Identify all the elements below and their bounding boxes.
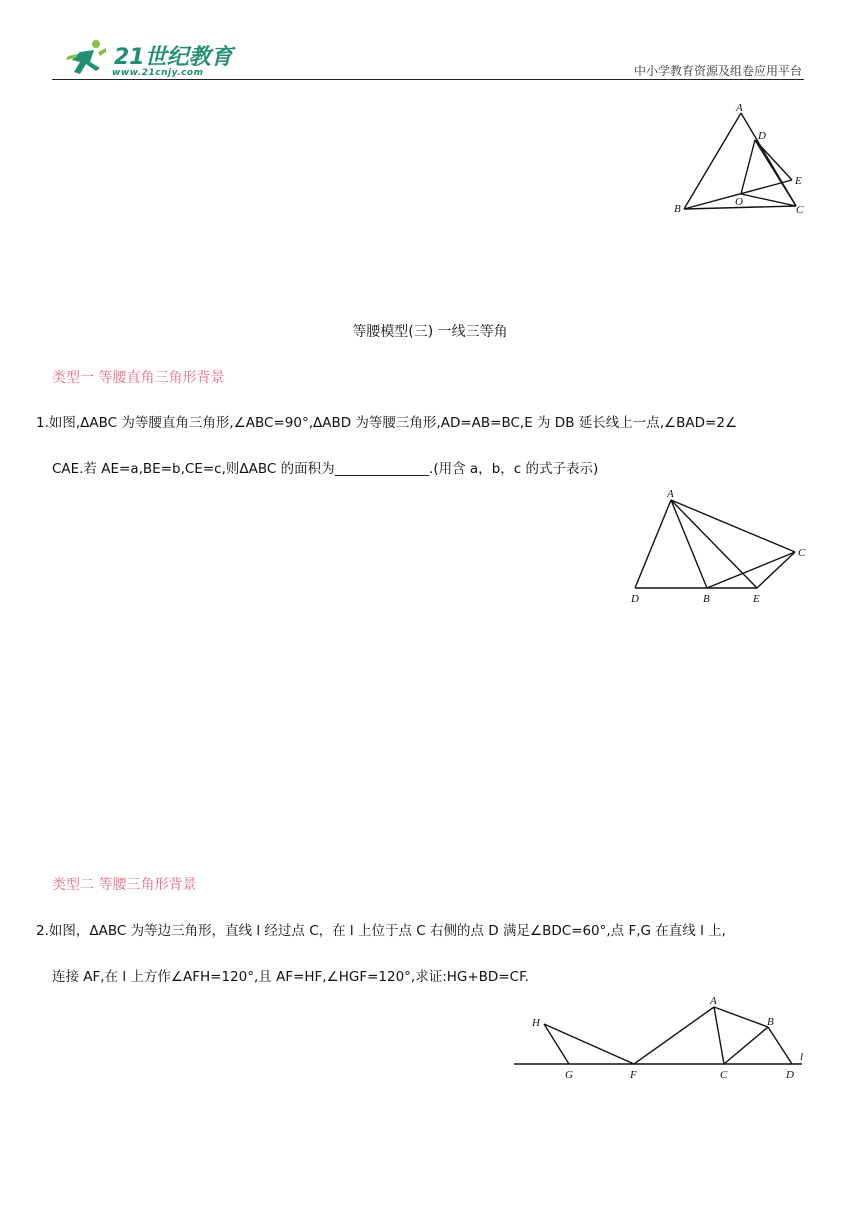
point-label-C: C — [720, 1069, 728, 1081]
q1-text-line1: 1.如图,ΔABC 为等腰直角三角形,∠ABC=90°,ΔABD 为等腰三角形,AD=AB=BC,E 为 DB 延长线上一点,∠BAD=2∠ — [36, 415, 738, 431]
platform-name: 中小学教育资源及组卷应用平台 — [633, 64, 802, 78]
section-title: 等腰模型(三) 一线三等角 — [352, 324, 508, 340]
type2-heading: 类型二 等腰三角形背景 — [52, 877, 197, 893]
point-label-B: B — [767, 1016, 774, 1028]
point-label-E: E — [753, 593, 760, 605]
point-label-D: D — [758, 130, 766, 142]
page-header — [52, 34, 804, 80]
point-label-G: G — [565, 1069, 573, 1081]
point-label-E: E — [795, 175, 802, 187]
point-label-B: B — [674, 203, 681, 215]
logo-url: www.21cnjy.com — [112, 68, 204, 78]
point-label-D: D — [786, 1069, 794, 1081]
q2-text-line2: 连接 AF,在 l 上方作∠AFH=120°,且 AF=HF,∠HGF=120°,求证:HG+BD=CF. — [52, 969, 529, 985]
point-label-O: O — [735, 196, 743, 208]
point-label-F: F — [630, 1069, 637, 1081]
point-label-A: A — [710, 995, 717, 1007]
point-label-H: H — [532, 1017, 540, 1029]
q2-text-line1: 2.如图，ΔABC 为等边三角形，直线 l 经过点 C，在 l 上位于点 C 右侧的点 D 满足∠BDC=60°,点 F,G 在直线 l 上, — [36, 923, 726, 939]
figure-q1 — [624, 484, 814, 606]
q1-text-line2: CAE.若 AE=a,BE=b,CE=c,则ΔABC 的面积为______________.(用含 a，b，c 的式子表示) — [52, 461, 599, 477]
site-logo — [62, 38, 242, 80]
point-label-A: A — [736, 102, 743, 114]
figure-top — [668, 98, 818, 220]
header-divider — [52, 79, 804, 80]
point-label-C: C — [796, 204, 804, 216]
point-label-D: D — [631, 593, 639, 605]
figure-q2 — [512, 992, 812, 1084]
line-label-l: l — [800, 1051, 804, 1063]
runner-icon — [62, 38, 110, 78]
logo-text: 21世纪教育 — [114, 45, 233, 70]
point-label-A: A — [667, 488, 674, 500]
point-label-C: C — [798, 547, 806, 559]
point-label-B: B — [703, 593, 710, 605]
type1-heading: 类型一 等腰直角三角形背景 — [52, 370, 225, 386]
